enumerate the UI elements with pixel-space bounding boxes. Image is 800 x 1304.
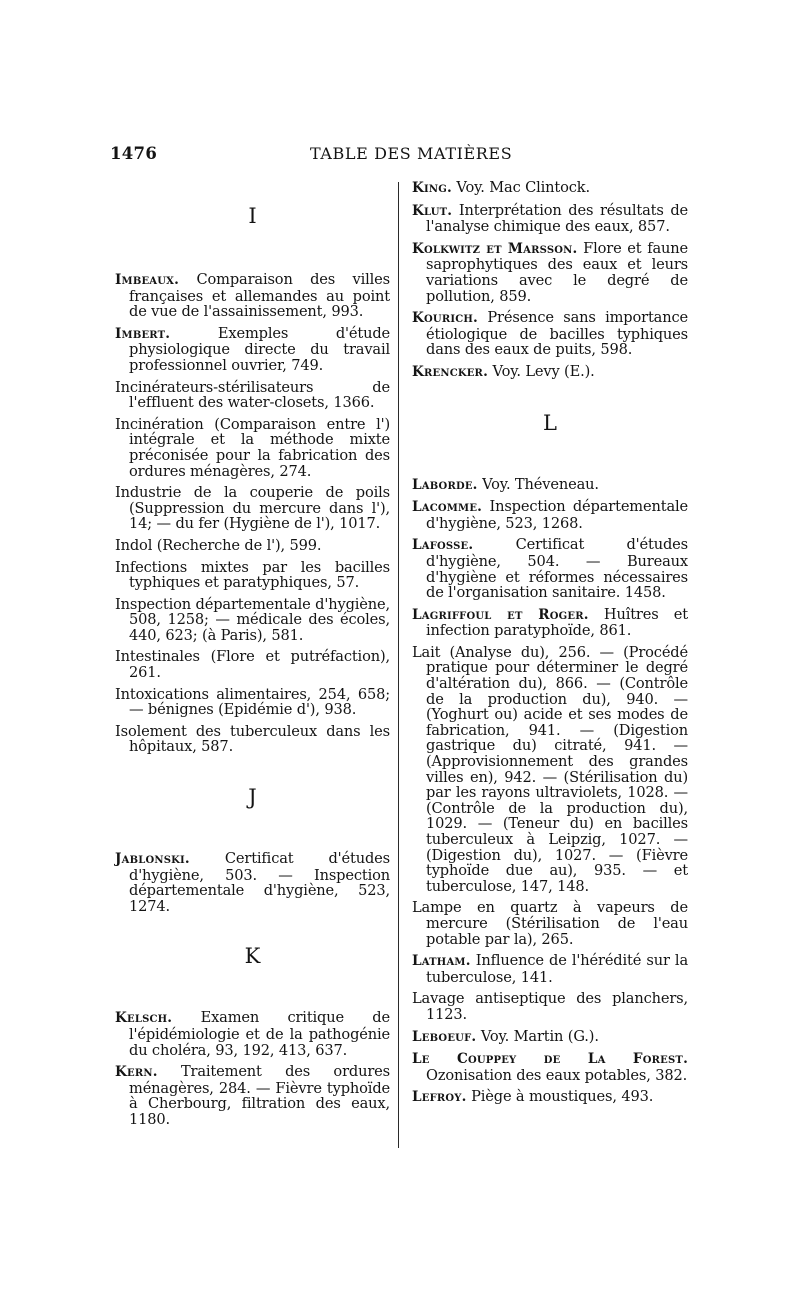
entry-text: Traitement des ordures ménagères, 284. — Fièvre typhoïde à Cherbourg, filtration des eaux, 1180. xyxy=(129,1063,390,1128)
entry-text: Piège à moustiques, 493. xyxy=(471,1088,654,1106)
left-column xyxy=(115,180,390,1134)
entry-text: Influence de l'hérédité sur la tuberculose, 141. xyxy=(426,952,688,986)
column-divider xyxy=(398,182,399,1148)
entry-text: Interprétation des résultats de l'analyse chimique des eaux, 857. xyxy=(426,201,688,236)
entry-author: King. xyxy=(412,180,452,196)
entry-author: Krencker. xyxy=(412,363,489,380)
section-letter-l: L xyxy=(543,410,557,435)
index-entry xyxy=(115,597,390,644)
index-entry xyxy=(115,417,390,479)
entry-text: Industrie de la couperie de poils (Suppression du mercure dans l'), 14; — du fer (Hygiène de l'), 1017. xyxy=(115,484,390,533)
section-letter-j: J xyxy=(248,785,257,810)
index-entry xyxy=(412,364,688,381)
index-entry xyxy=(412,310,688,358)
entry-text: Isolement des tuberculeux dans les hôpitaux, 587. xyxy=(115,722,390,756)
section-letter-i: I xyxy=(248,204,257,228)
entry-text: Intoxications alimentaires, 254, 658; — bénignes (Epidémie d'), 938. xyxy=(115,685,390,719)
entry-author: Imbert. xyxy=(115,325,171,342)
entry-text: Lait (Analyse du), 256. — (Procédé pratique pour déterminer le degré d'altération du), 866. — (Contrôle de la production du), 940. — (Yoghurt ou) acide et ses modes de fabrication, 941. — (Digestion gastrique du) citraté, 941. — (Approvisionnement des grandes villes en), 942. — (Stérilisation du) par les rayons ultraviolets, 1028. — (Contrôle de la production du), 1029. — (Teneur du) en bacilles tuberculeux à Leipzig, 1027. — (Digestion du), 1027. — (Fièvre typhoïde due au), 935. — et tuberculose, 147, 148. xyxy=(412,643,688,895)
entry-text: Examen critique de l'épidémiologie et de la pathogénie du choléra, 93, 192, 413, 637. xyxy=(129,1009,390,1059)
entry-text: Indol (Recherche de l'), 599. xyxy=(115,536,322,554)
entry-author: Kolkwitz et Marsson. xyxy=(412,240,578,257)
entry-text: Présence sans importance étiologique de bacilles typhiques dans des eaux de puits, 598. xyxy=(426,309,688,359)
index-entry xyxy=(412,241,688,304)
entry-author: Kelsch. xyxy=(115,1010,173,1027)
index-entry xyxy=(115,1010,390,1058)
index-entry xyxy=(115,560,390,591)
index-entry xyxy=(115,851,390,914)
entry-text: Inspection départementale d'hygiène, 523, 1268. xyxy=(426,498,688,532)
entry-text: Voy. Mac Clintock. xyxy=(456,179,590,196)
entry-text: Flore et faune saprophytiques des eaux et leurs variations avec le degré de pollution, 859. xyxy=(426,239,688,305)
index-entry xyxy=(115,326,390,374)
entry-text: Incinération (Comparaison entre l') intégrale et la méthode mixte préconisée pour la fabrication des ordures ménagères, 274. xyxy=(115,415,390,480)
index-entry xyxy=(412,1051,688,1083)
right-column xyxy=(412,180,688,1112)
entry-text: Voy. Martin (G.). xyxy=(480,1027,599,1045)
entry-text: Intestinales (Flore et putréfaction), 261. xyxy=(115,648,390,682)
entry-author: Leboeuf. xyxy=(412,1028,477,1045)
index-entry xyxy=(412,900,688,947)
index-entry xyxy=(115,538,390,554)
index-entry xyxy=(115,380,390,411)
entry-author: Lefroy. xyxy=(412,1089,467,1106)
index-entry xyxy=(115,272,390,320)
index-entry xyxy=(412,1089,688,1106)
page-number: 1476 xyxy=(110,144,158,163)
index-entry xyxy=(412,607,688,639)
entry-author: Lafosse. xyxy=(412,537,474,554)
entry-author: Kern. xyxy=(115,1064,158,1081)
entry-text: Infections mixtes par les bacilles typhiques et paratyphiques, 57. xyxy=(115,558,390,592)
entry-author: Le Couppey de La Forest. xyxy=(412,1051,688,1068)
index-entry xyxy=(115,687,390,718)
index-entry xyxy=(412,1029,688,1046)
entry-author: Klut. xyxy=(412,202,453,219)
section-letter-k: K xyxy=(244,944,261,969)
entry-text: Voy. Levy (E.). xyxy=(492,362,595,380)
entry-text: Certificat d'études d'hygiène, 504. — Bureaux d'hygiène et réformes nécessaires de l'organisation sanitaire. 1458. xyxy=(426,536,688,602)
index-entry xyxy=(412,499,688,531)
entry-text: Lavage antiseptique des planchers, 1123. xyxy=(412,990,688,1023)
entry-author: Lagriffoul et Roger. xyxy=(412,606,589,623)
entry-author: Latham. xyxy=(412,953,471,970)
index-entry xyxy=(412,203,688,235)
entry-text: Incinérateurs-stérilisateurs de l'effluent des water-closets, 1366. xyxy=(115,378,390,412)
entry-text: Comparaison des villes françaises et allemandes au point de vue de l'assainissement, 993. xyxy=(129,271,390,321)
entry-text: Certificat d'études d'hygiène, 503. — Inspection départementale d'hygiène, 523, 1274. xyxy=(129,850,390,915)
entry-text: Huîtres et infection paratyphoïde, 861. xyxy=(426,605,688,640)
entry-text: Inspection départementale d'hygiène, 508, 1258; — médicale des écoles, 440, 623; (à Paris), 581. xyxy=(115,595,390,644)
index-entry xyxy=(412,477,688,494)
index-entry xyxy=(412,953,688,985)
index-entry xyxy=(412,180,688,197)
entry-text: Voy. Théveneau. xyxy=(482,475,599,493)
index-entry xyxy=(115,649,390,680)
entry-text: Exemples d'étude physiologique directe du travail professionnel ouvrier, 749. xyxy=(129,324,390,374)
index-entry xyxy=(115,724,390,755)
entry-author: Imbeaux. xyxy=(115,272,180,288)
index-entry xyxy=(115,1064,390,1127)
entry-text: Lampe en quartz à vapeurs de mercure (Stérilisation de l'eau potable par la), 265. xyxy=(412,899,688,948)
entry-author: Lacomme. xyxy=(412,499,483,516)
index-entry xyxy=(115,485,390,532)
page-header xyxy=(110,144,710,168)
entry-author: Kourich. xyxy=(412,310,478,327)
entry-text: Ozonisation des eaux potables, 382. xyxy=(426,1066,688,1084)
index-entry xyxy=(412,537,688,600)
running-title: TABLE DES MATIÈRES xyxy=(310,144,513,163)
index-entry xyxy=(412,991,688,1022)
entry-author: Jablonski. xyxy=(115,851,190,868)
index-entry xyxy=(412,645,688,895)
entry-author: Laborde. xyxy=(412,476,478,493)
